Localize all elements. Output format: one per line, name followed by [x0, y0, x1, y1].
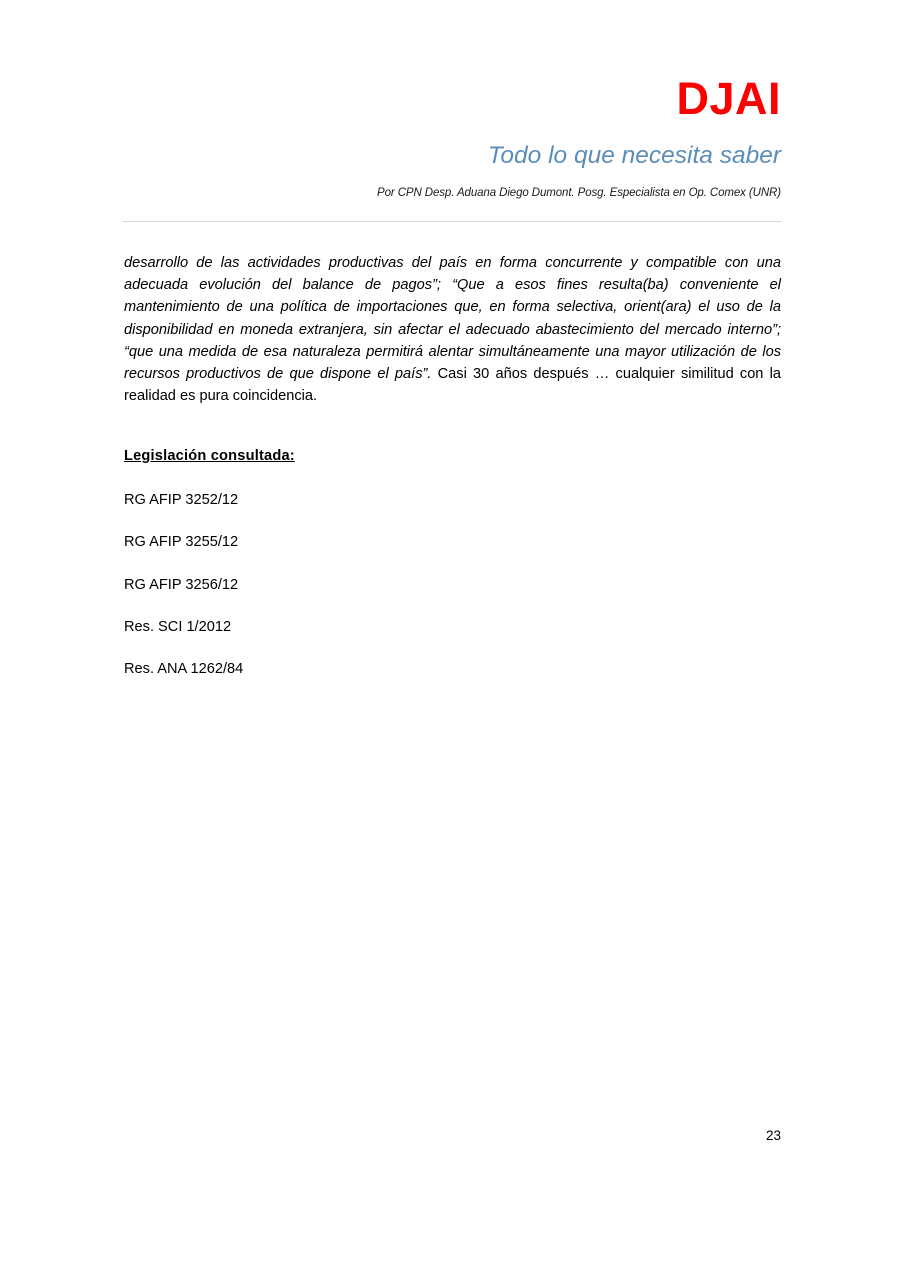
page-number: 23: [765, 1128, 781, 1143]
paragraph-comment-text: Casi 30 años después … cualquier similitud con la realidad es pura coincidencia.: [124, 366, 781, 405]
list-item: Res. ANA 1262/84: [124, 661, 244, 678]
djai-logo: DJAI: [676, 73, 781, 124]
list-item: RG AFIP 3256/12: [124, 576, 239, 593]
author-byline: Por CPN Desp. Aduana Diego Dumont. Posg. Especialista en Op. Comex (UNR): [377, 186, 781, 199]
header-divider: [122, 221, 782, 222]
list-item: RG AFIP 3255/12: [124, 534, 239, 551]
body-paragraph: [124, 252, 781, 407]
subtitle-row: [0, 121, 905, 170]
paragraph-quoted-text: desarrollo de las actividades productivas del país en forma concurrente y compatible con una adecuada evolución del balance de pagos”; “Que a esos fines resulta(ba) conveniente el mantenimiento de una política de importaciones que, en forma selectiva, orient(ara) el uso de la disponibilidad en moneda extranjera, sin afectar el adecuado abastecimiento del mercado interno”; “que una medida de esa naturaleza permitirá alentar simultáneamente una mayor utilización de los recursos productivos de que dispone el país”.: [124, 255, 781, 383]
document-content: [124, 252, 781, 678]
document-header: [0, 0, 905, 201]
list-item: Res. SCI 1/2012: [124, 618, 232, 635]
document-subtitle: Todo lo que necesita saber: [487, 142, 781, 169]
logo-row: [0, 0, 905, 124]
reference-list: [124, 490, 781, 701]
section-heading-legislacion: Legislación consultada:: [124, 448, 295, 464]
document-footer: [0, 1128, 905, 1143]
list-item: RG AFIP 3252/12: [124, 492, 239, 508]
byline-row: [0, 170, 905, 201]
